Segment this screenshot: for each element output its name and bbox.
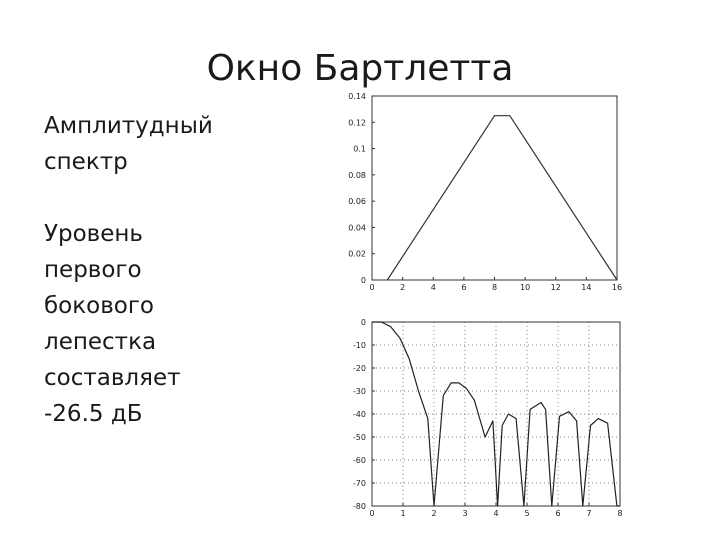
top-chart-x-tick-label: 8 xyxy=(491,283,498,292)
text-line: Амплитудный xyxy=(44,113,213,139)
bottom-chart-y-tick-label: -70 xyxy=(352,479,366,488)
slide-title: Окно Бартлетта xyxy=(206,48,514,89)
bottom-chart-x-tick-label: 0 xyxy=(369,509,375,518)
text-line: составляет xyxy=(44,365,181,391)
top-chart-frame xyxy=(372,96,617,280)
bottom-chart-y-tick-label: -60 xyxy=(352,456,366,465)
bottom-chart-x-tick-label: 6 xyxy=(555,509,561,518)
text-line: лепестка xyxy=(44,329,157,355)
text-line: Уровень xyxy=(44,221,143,247)
top-chart-x-tick-label: 4 xyxy=(430,283,436,292)
top-chart-x-tick-label: 14 xyxy=(581,283,592,292)
bottom-chart-y-tick-label: 0 xyxy=(360,318,366,327)
top-chart-y-tick-label: 0.12 xyxy=(348,118,366,128)
top-chart-x-tick-label: 12 xyxy=(550,283,561,292)
bottom-chart-y-tick-label: -40 xyxy=(352,410,366,419)
top-chart-x-tick-label: 2 xyxy=(400,283,406,292)
top-chart-x-tick-label: 6 xyxy=(461,283,467,292)
bottom-chart-y-tick-label: -10 xyxy=(352,341,366,350)
bottom-chart-x-tick-label: 8 xyxy=(617,509,623,518)
bottom-chart-y-tick-label: -50 xyxy=(352,433,366,442)
bottom-chart-y-tick-label: -80 xyxy=(352,502,366,511)
text-line: первого xyxy=(44,257,142,283)
top-chart-series-line xyxy=(387,116,617,280)
top-chart-x-tick-label: 16 xyxy=(611,283,623,292)
top-chart-y-tick-label: 0.08 xyxy=(348,170,366,180)
top-chart-y-tick-label: 0 xyxy=(360,276,366,285)
text-line: бокового xyxy=(44,293,155,319)
bottom-chart-y-tick-label: -30 xyxy=(352,387,366,396)
top-chart-y-tick-label: 0.14 xyxy=(348,92,366,101)
text-line: -26.5 дБ xyxy=(44,401,143,427)
top-chart-y-tick-label: 0.06 xyxy=(348,197,366,207)
bottom-chart-x-tick-label: 3 xyxy=(462,509,468,518)
bottom-chart-x-tick-label: 5 xyxy=(524,509,530,518)
text-line: спектр xyxy=(44,149,128,175)
top-chart-y-tick-label: 0.04 xyxy=(348,223,366,233)
bottom-chart-x-tick-label: 2 xyxy=(431,509,437,518)
bottom-chart-x-tick-label: 4 xyxy=(493,509,499,518)
top-chart-y-tick-label: 0.02 xyxy=(348,249,366,259)
top-chart-y-tick-label: 0.1 xyxy=(353,144,366,154)
top-chart-x-tick-label: 0 xyxy=(369,283,375,292)
bottom-chart-y-tick-label: -20 xyxy=(352,364,366,373)
top-chart-x-tick-label: 10 xyxy=(520,283,531,292)
bottom-chart-x-tick-label: 7 xyxy=(586,509,592,518)
bottom-chart-x-tick-label: 1 xyxy=(400,509,406,518)
